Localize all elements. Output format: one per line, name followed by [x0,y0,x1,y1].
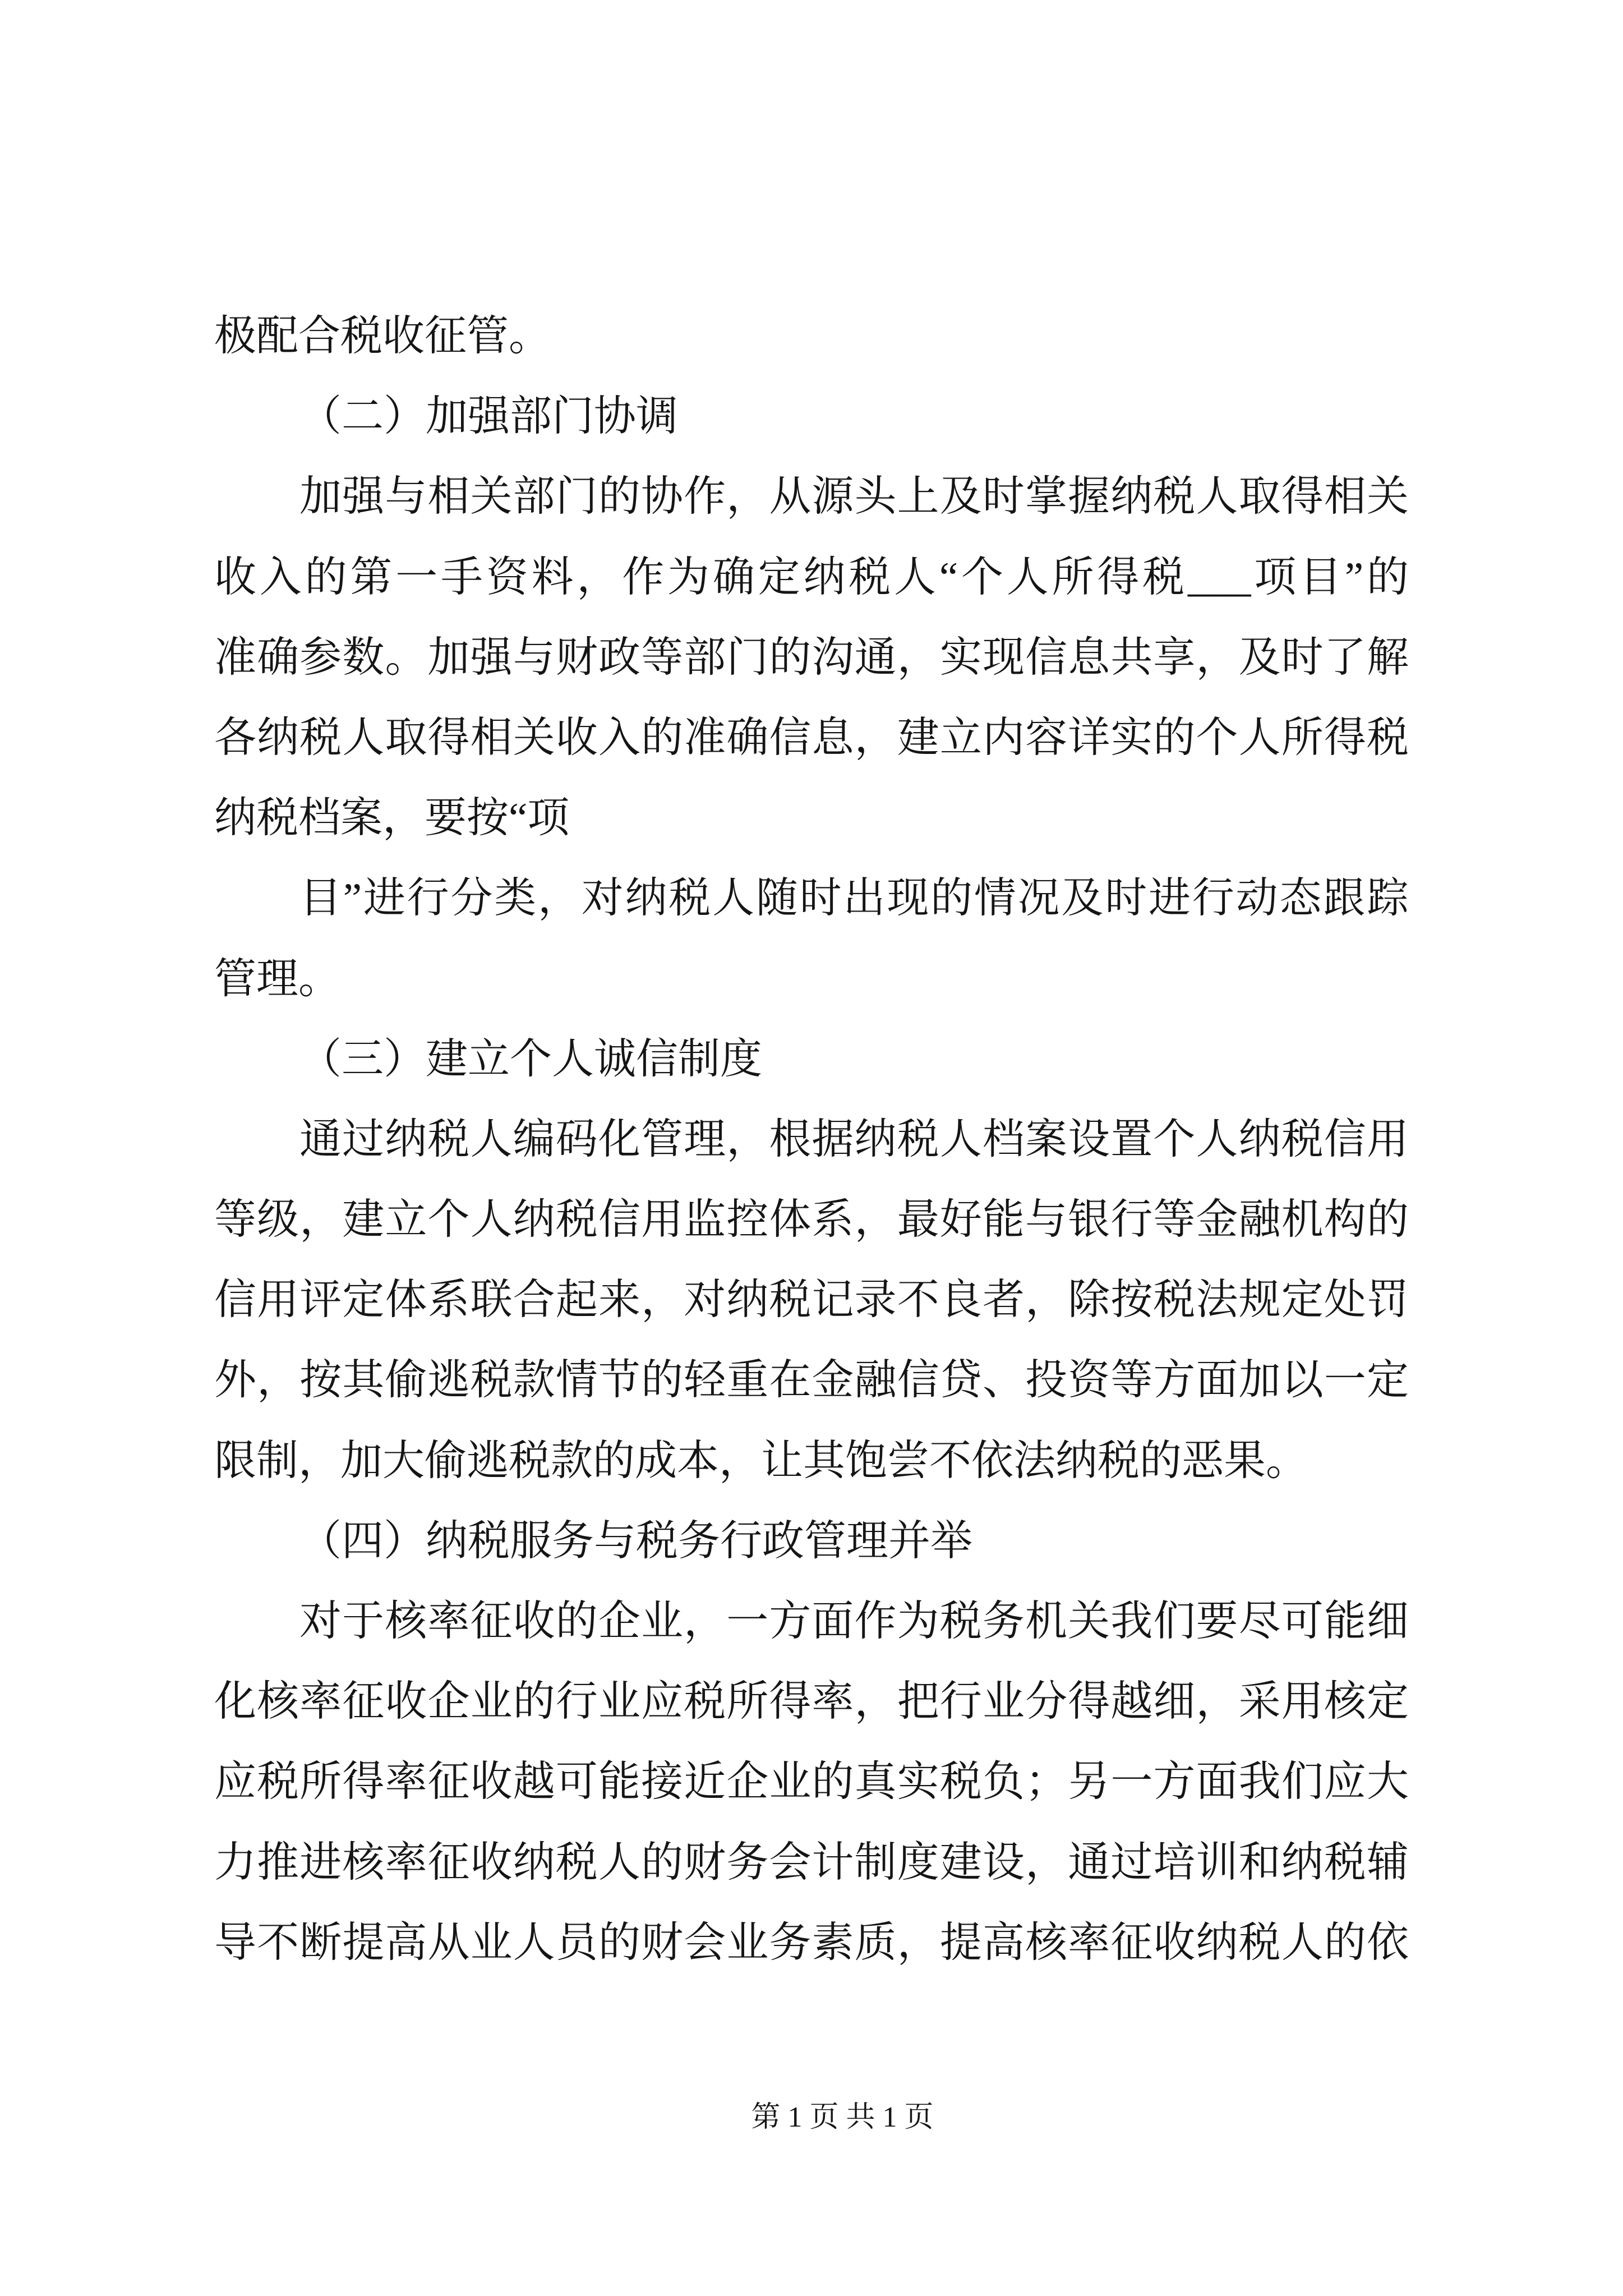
body-line: 纳税档案，要按“项 [214,795,570,842]
body-line: 收入的第一手资料，作为确定纳税人“个人所得税___项目”的 [214,554,1409,601]
body-line: 限制，加大偷逃税款的成本，让其饱尝不依法纳税的恶果。 [214,1437,1308,1484]
body-line: 各纳税人取得相关收入的准确信息，建立内容详实的个人所得税 [214,714,1409,761]
body-line: 加强与相关部门的协作，从源头上及时掌握纳税人取得相关 [299,473,1409,521]
body-line: 力推进核率征收纳税人的财务会计制度建设，通过培训和纳税辅 [214,1839,1409,1886]
section-heading: （四）纳税服务与税务行政管理并举 [299,1517,973,1565]
section-heading: （三）建立个人诚信制度 [299,1036,763,1083]
body-line: 目”进行分类，对纳税人随时出现的情况及时进行动态跟踪 [299,875,1409,922]
section-heading: （二）加强部门协调 [299,393,679,440]
body-line: 对于核率征收的企业，一方面作为税务机关我们要尽可能细 [299,1598,1409,1645]
body-line: 管理。 [214,955,341,1002]
body-line: 准确参数。加强与财政等部门的沟通，实现信息共享，及时了解 [214,634,1409,681]
page-footer: 第 1 页 共 1 页 [751,2101,934,2133]
body-line: 导不断提高从业人员的财会业务素质，提高核率征收纳税人的依 [214,1919,1409,1966]
body-line: 极配合税收征管。 [214,313,551,360]
body-line: 外，按其偷逃税款情节的轻重在金融信贷、投资等方面加以一定 [214,1357,1409,1404]
body-line: 通过纳税人编码化管理，根据纳税人档案设置个人纳税信用 [299,1116,1409,1163]
document-body [214,296,1409,1983]
body-line: 应税所得率征收越可能接近企业的真实税负；另一方面我们应大 [214,1759,1409,1806]
body-line: 信用评定体系联合起来，对纳税记录不良者，除按税法规定处罚 [214,1277,1409,1324]
body-line: 等级，建立个人纳税信用监控体系，最好能与银行等金融机构的 [214,1197,1409,1244]
body-line: 化核率征收企业的行业应税所得率，把行业分得越细，采用核定 [214,1678,1409,1726]
